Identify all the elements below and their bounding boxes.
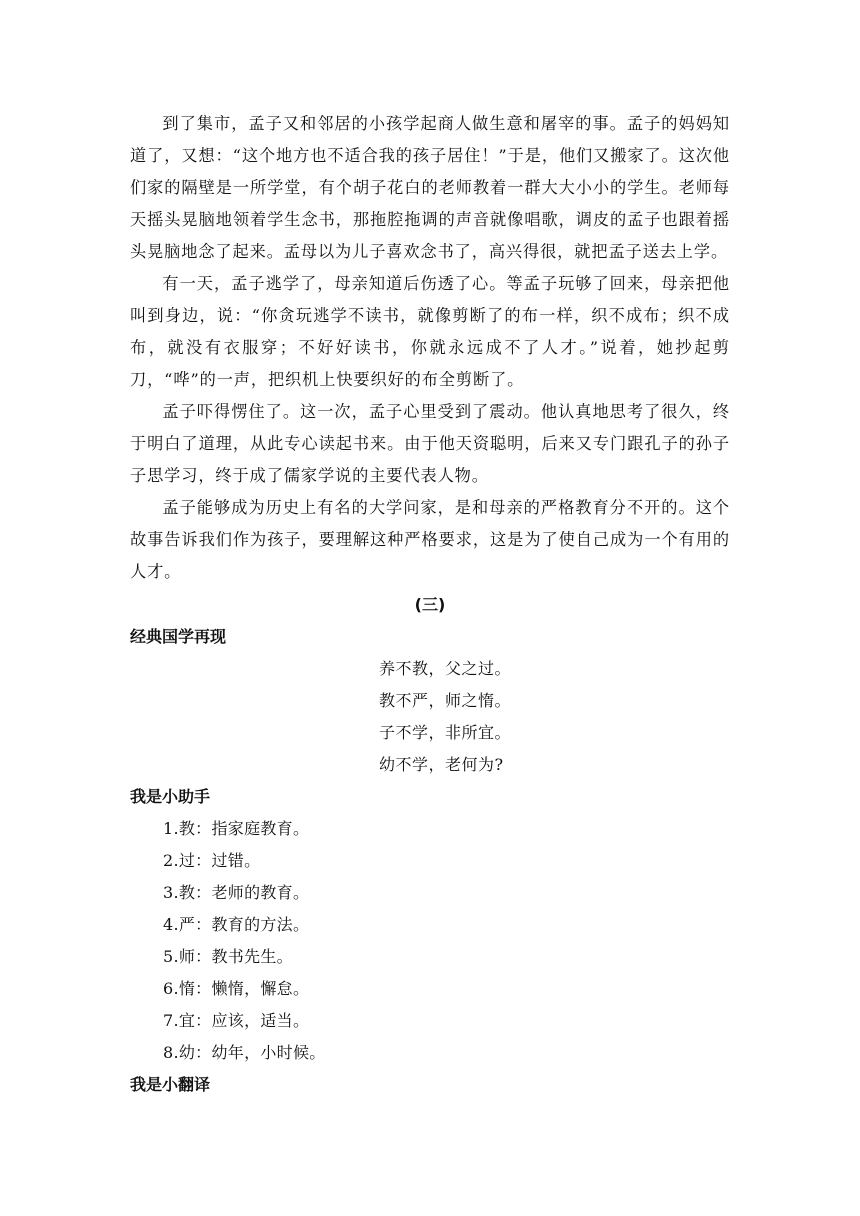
story-section bbox=[130, 108, 730, 588]
poem-line-3: 子不学，非所宜。 bbox=[379, 723, 512, 742]
translator-heading: 我是小翻译 bbox=[130, 1075, 211, 1094]
poem-line-4: 幼不学，老何为? bbox=[379, 755, 504, 774]
classics-poem bbox=[130, 653, 730, 781]
gloss-item-7: 7.宜：应该，适当。 bbox=[163, 1011, 310, 1030]
story-paragraph-2: 有一天，孟子逃学了，母亲知道后伤透了心。等孟子玩够了回来，母亲把他叫到身边，说：“你贪玩逃学不读书，就像剪断了的布一样，织不成布；织不成布，就没有衣服穿；不好好读书，你就永远成不了人才。”说着，她抄起剪刀，“哗”的一声，把织机上快要织好的布全剪断了。 bbox=[130, 274, 730, 389]
poem-line-1: 养不教，父之过。 bbox=[379, 659, 512, 678]
gloss-item-8: 8.幼：幼年，小时候。 bbox=[163, 1043, 326, 1062]
poem-line-2: 教不严，师之惰。 bbox=[379, 691, 512, 710]
story-paragraph-4: 孟子能够成为历史上有名的大学问家，是和母亲的严格教育分不开的。这个故事告诉我们作为孩子，要理解这种严格要求，这是为了使自己成为一个有用的人才。 bbox=[130, 498, 730, 581]
story-paragraph-1: 到了集市，孟子又和邻居的小孩学起商人做生意和屠宰的事。孟子的妈妈知道了，又想：“这个地方也不适合我的孩子居住！”于是，他们又搬家了。这次他们家的隔壁是一所学堂，有个胡子花白的老师教着一群大大小小的学生。老师每天摇头晃脑地领着学生念书，那拖腔拖调的声音就像唱歌，调皮的孟子也跟着摇头晃脑地念了起来。孟母以为儿子喜欢念书了，高兴得很，就把孟子送去上学。 bbox=[130, 114, 730, 261]
helper-heading: 我是小助手 bbox=[130, 787, 211, 806]
gloss-item-4: 4.严：教育的方法。 bbox=[163, 915, 310, 934]
helper-gloss-list bbox=[130, 813, 730, 1069]
gloss-item-2: 2.过：过错。 bbox=[163, 851, 261, 870]
gloss-item-3: 3.教：老师的教育。 bbox=[163, 883, 310, 902]
classics-heading: 经典国学再现 bbox=[130, 627, 227, 646]
story-paragraph-3: 孟子吓得愣住了。这一次，孟子心里受到了震动。他认真地思考了很久，终于明白了道理，从此专心读起书来。由于他天资聪明，后来又专门跟孔子的孙子子思学习，终于成了儒家学说的主要代表人物。 bbox=[130, 402, 730, 485]
section-title: (三) bbox=[414, 595, 446, 614]
gloss-item-1: 1.教：指家庭教育。 bbox=[163, 819, 310, 838]
page-content bbox=[130, 108, 730, 1101]
gloss-item-5: 5.师：教书先生。 bbox=[163, 947, 293, 966]
gloss-item-6: 6.惰：懒惰，懈怠。 bbox=[163, 979, 310, 998]
